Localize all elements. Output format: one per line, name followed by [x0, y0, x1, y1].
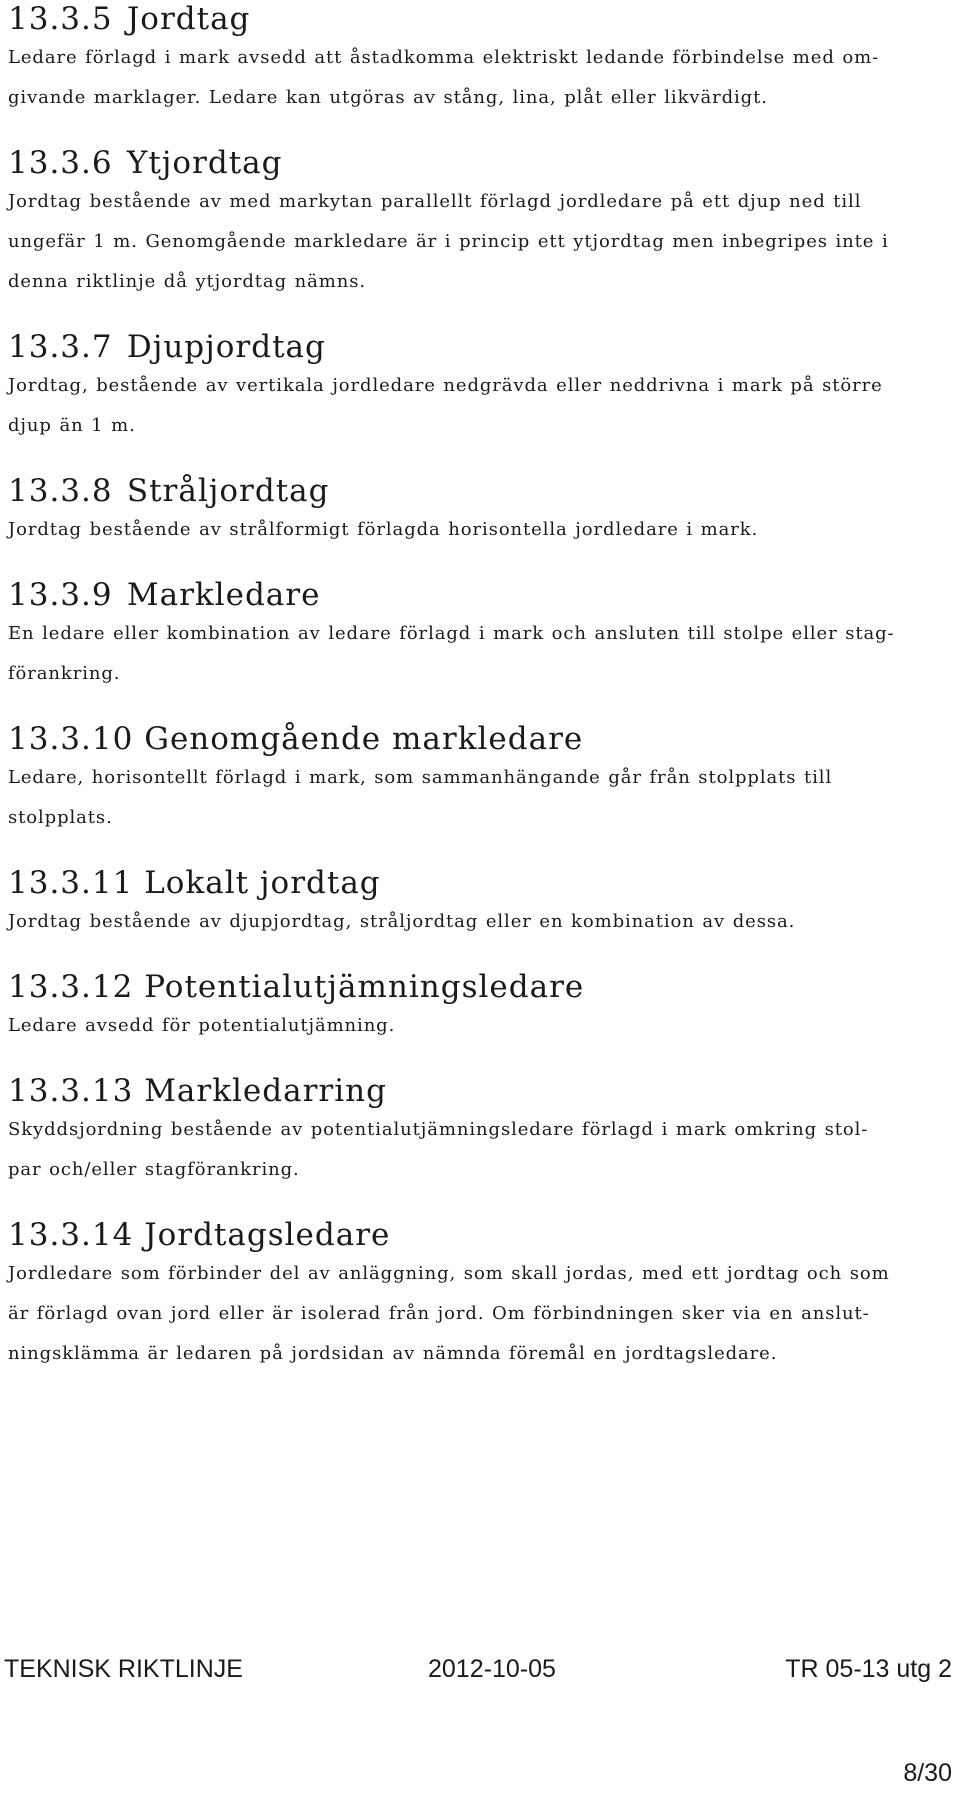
section-title: Djupjordtag: [126, 329, 326, 365]
paragraph-line: Jordtag bestående av djupjordtag, stråljordtag eller en kombination av dessa.: [8, 911, 796, 932]
paragraph-line: denna riktlinje då ytjordtag nämns.: [8, 271, 366, 292]
page-number: 8/30: [903, 1759, 952, 1787]
section-heading: [8, 864, 953, 902]
section-title: Genomgående markledare: [144, 721, 584, 757]
section-title: Potentialutjämningsledare: [144, 969, 585, 1005]
document-body: [8, 0, 953, 1374]
footer-document-id: TR 05-13 utg 2: [785, 1655, 952, 1683]
section-title: Markledarring: [144, 1073, 387, 1109]
section-number: 13.3.6: [8, 145, 113, 181]
section-number: 13.3.5: [8, 1, 113, 37]
section-13-3-14: [8, 1216, 953, 1374]
footer-date: 2012-10-05: [428, 1655, 556, 1683]
section-title: Jordtagsledare: [144, 1217, 391, 1253]
paragraph-line: En ledare eller kombination av ledare förlagd i mark och ansluten till stolpe eller stag-: [8, 623, 895, 644]
section-number: 13.3.14: [8, 1217, 134, 1253]
paragraph-line: Jordtag bestående av strålformigt förlagda horisontella jordledare i mark.: [8, 519, 759, 540]
section-13-3-6: [8, 144, 953, 302]
section-number: 13.3.13: [8, 1073, 134, 1109]
section-13-3-13: [8, 1072, 953, 1190]
section-heading: [8, 1072, 953, 1110]
section-number: 13.3.10: [8, 721, 134, 757]
section-title: Jordtag: [126, 1, 251, 37]
section-13-3-11: [8, 864, 953, 942]
section-heading: [8, 328, 953, 366]
page-footer: [0, 1654, 960, 1684]
paragraph-line: Jordtag, bestående av vertikala jordledare nedgrävda eller neddrivna i mark på större: [8, 375, 883, 396]
section-title: Ytjordtag: [126, 145, 283, 181]
section-13-3-5: [8, 0, 953, 118]
paragraph-line: Ledare avsedd för potentialutjämning.: [8, 1015, 396, 1036]
paragraph-line: Skyddsjordning bestående av potentialutjämningsledare förlagd i mark omkring stol-: [8, 1119, 869, 1140]
section-13-3-12: [8, 968, 953, 1046]
section-number: 13.3.7: [8, 329, 113, 365]
section-number: 13.3.8: [8, 473, 113, 509]
paragraph-line: förankring.: [8, 663, 121, 684]
section-heading: [8, 968, 953, 1006]
section-title: Lokalt jordtag: [144, 865, 381, 901]
section-13-3-9: [8, 576, 953, 694]
paragraph-line: Ledare, horisontellt förlagd i mark, som sammanhängande går från stolpplats till: [8, 767, 833, 788]
paragraph-line: är förlagd ovan jord eller är isolerad från jord. Om förbindningen sker via en anslut-: [8, 1303, 870, 1324]
paragraph-line: ungefär 1 m. Genomgående markledare är i princip ett ytjordtag men inbegripes inte i: [8, 231, 889, 252]
paragraph-line: Jordtag bestående av med markytan parallellt förlagd jordledare på ett djup ned till: [8, 191, 862, 212]
paragraph-line: par och/eller stagförankring.: [8, 1159, 300, 1180]
section-number: 13.3.9: [8, 577, 113, 613]
paragraph-line: Ledare förlagd i mark avsedd att åstadkomma elektriskt ledande förbindelse med om-: [8, 47, 880, 68]
section-heading: [8, 576, 953, 614]
section-13-3-7: [8, 328, 953, 446]
section-heading: [8, 720, 953, 758]
section-heading: [8, 144, 953, 182]
section-number: 13.3.12: [8, 969, 134, 1005]
section-title: Markledare: [126, 577, 321, 613]
section-13-3-10: [8, 720, 953, 838]
paragraph-line: Jordledare som förbinder del av anläggning, som skall jordas, med ett jordtag och som: [8, 1263, 890, 1284]
paragraph-line: stolpplats.: [8, 807, 113, 828]
paragraph-line: ningsklämma är ledaren på jordsidan av nämnda föremål en jordtagsledare.: [8, 1343, 778, 1364]
section-number: 13.3.11: [8, 865, 134, 901]
section-13-3-8: [8, 472, 953, 550]
paragraph-line: djup än 1 m.: [8, 415, 136, 436]
footer-document-type: TEKNISK RIKTLINJE: [4, 1655, 243, 1683]
section-title: Stråljordtag: [126, 473, 330, 509]
section-heading: [8, 1216, 953, 1254]
section-heading: [8, 0, 953, 38]
section-heading: [8, 472, 953, 510]
paragraph-line: givande marklager. Ledare kan utgöras av stång, lina, plåt eller likvärdigt.: [8, 87, 768, 108]
